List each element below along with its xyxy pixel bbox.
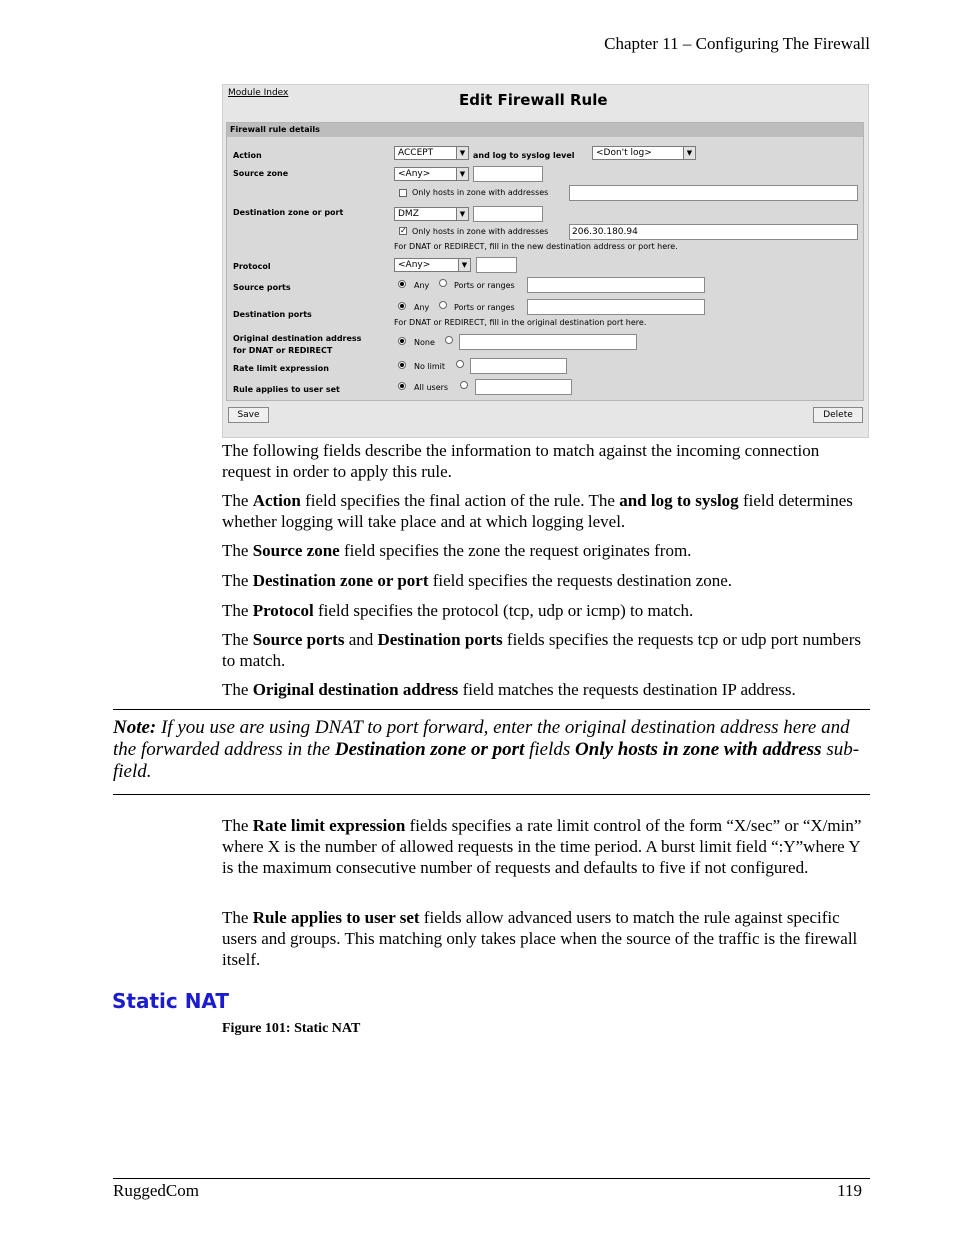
source-ports-label: Source ports bbox=[233, 283, 291, 292]
protocol-number-input[interactable] bbox=[476, 257, 517, 273]
source-only-hosts-label: Only hosts in zone with addresses bbox=[412, 188, 549, 197]
dest-only-hosts-checkbox[interactable]: ✓ bbox=[400, 226, 407, 235]
source-zone-select[interactable]: <Any> ▼ bbox=[394, 167, 469, 181]
user-all-radio[interactable] bbox=[398, 382, 406, 390]
orig-dest-label: Original destination address bbox=[233, 334, 362, 343]
screenshot-title: Edit Firewall Rule bbox=[459, 91, 608, 109]
dest-note: For DNAT or REDIRECT, fill in the new destination address or port here. bbox=[394, 242, 678, 251]
orig-dest-input[interactable] bbox=[459, 334, 637, 350]
footer-left: RuggedCom bbox=[113, 1181, 199, 1200]
action-select[interactable]: ACCEPT ▼ bbox=[394, 146, 469, 160]
dest-zone-label: Destination zone or port bbox=[233, 208, 344, 217]
source-zone-label: Source zone bbox=[233, 169, 289, 178]
source-ports-ranges-radio[interactable] bbox=[439, 279, 447, 287]
chevron-down-icon: ▼ bbox=[458, 259, 470, 271]
figure-caption: Figure 101: Static NAT bbox=[222, 1021, 361, 1036]
source-only-hosts-checkbox[interactable] bbox=[399, 189, 407, 197]
orig-dest-none-label: None bbox=[414, 338, 435, 347]
source-ports-any-label: Any bbox=[414, 281, 430, 290]
note-box: Note: If you use are using DNAT to port forward, enter the original destination address here and the forwarded address in the Destination zone or port fields Only hosts in zone with address sub-field. bbox=[113, 717, 860, 782]
firewall-rule-screenshot bbox=[222, 84, 869, 438]
paragraph-action: The Action field specifies the final action of the rule. The and log to syslog field determines whether logging will take place and at which logging level. bbox=[222, 491, 853, 531]
rate-custom-radio[interactable] bbox=[456, 360, 464, 368]
source-ports-any-radio[interactable] bbox=[398, 280, 406, 288]
dest-ports-any-label: Any bbox=[414, 303, 430, 312]
source-zone-port-input[interactable] bbox=[473, 166, 543, 182]
section-heading: Static NAT bbox=[112, 989, 230, 1013]
paragraph-source-zone: The Source zone field specifies the zone the request originates from. bbox=[222, 541, 692, 560]
syslog-label: and log to syslog level bbox=[473, 151, 575, 160]
paragraph-dest-zone: The Destination zone or port field specifies the requests destination zone. bbox=[222, 571, 733, 590]
dest-ports-input[interactable] bbox=[527, 299, 705, 315]
dest-ports-label: Destination ports bbox=[233, 310, 312, 319]
rate-no-limit-radio[interactable] bbox=[398, 361, 406, 369]
dest-zone-select[interactable]: DMZ ▼ bbox=[394, 207, 469, 221]
page-number: 119 bbox=[837, 1181, 862, 1200]
source-ports-ranges-label: Ports or ranges bbox=[454, 281, 515, 290]
dest-only-hosts-label: Only hosts in zone with addresses bbox=[412, 227, 549, 236]
paragraph-user-set: The Rule applies to user set fields allow advanced users to match the rule against specific users and groups. This matching only takes place when the source of the traffic is the firewall itself. bbox=[222, 908, 858, 969]
note-top-rule bbox=[113, 709, 870, 710]
footer-rule bbox=[113, 1178, 870, 1179]
delete-button[interactable]: Delete bbox=[813, 407, 863, 423]
protocol-select[interactable]: <Any> ▼ bbox=[394, 258, 471, 272]
rate-limit-label: Rate limit expression bbox=[233, 364, 329, 373]
paragraph-ports: The Source ports and Destination ports fields specifies the requests tcp or udp port numbers to match. bbox=[222, 630, 861, 670]
paragraph-intro: The following fields describe the information to match against the incoming connection request in order to apply this rule. bbox=[222, 441, 820, 481]
dest-ports-note: For DNAT or REDIRECT, fill in the original destination port here. bbox=[394, 318, 647, 327]
chevron-down-icon: ▼ bbox=[456, 147, 468, 159]
save-button[interactable]: Save bbox=[228, 407, 269, 423]
rule-details-panel bbox=[226, 122, 864, 401]
dest-zone-port-input[interactable] bbox=[473, 206, 543, 222]
user-custom-radio[interactable] bbox=[460, 381, 468, 389]
panel-title: Firewall rule details bbox=[227, 123, 863, 137]
chevron-down-icon: ▼ bbox=[683, 147, 695, 159]
dest-ports-any-radio[interactable] bbox=[398, 302, 406, 310]
paragraph-orig-dest: The Original destination address field matches the requests destination IP address. bbox=[222, 680, 796, 699]
paragraph-protocol: The Protocol field specifies the protocol (tcp, udp or icmp) to match. bbox=[222, 601, 694, 620]
user-set-label: Rule applies to user set bbox=[233, 385, 340, 394]
user-all-label: All users bbox=[414, 383, 449, 392]
dest-addresses-input[interactable]: 206.30.180.94 bbox=[569, 224, 858, 240]
rate-limit-input[interactable] bbox=[470, 358, 567, 374]
protocol-label: Protocol bbox=[233, 262, 271, 271]
chevron-down-icon: ▼ bbox=[456, 168, 468, 180]
rate-no-limit-label: No limit bbox=[414, 362, 446, 371]
source-ports-input[interactable] bbox=[527, 277, 705, 293]
chapter-header: Chapter 11 – Configuring The Firewall bbox=[604, 34, 870, 53]
action-label: Action bbox=[233, 151, 262, 160]
chevron-down-icon: ▼ bbox=[456, 208, 468, 220]
source-addresses-input[interactable] bbox=[569, 185, 858, 201]
module-index-link[interactable]: Module Index bbox=[228, 88, 289, 98]
orig-dest-label-2: for DNAT or REDIRECT bbox=[233, 346, 333, 355]
paragraph-rate-limit: The Rate limit expression fields specifies a rate limit control of the form “X/sec” or “X/min” where X is the number of allowed requests in the time period. A burst limit field “:Y”where Y is the maximum consecutive number of requests and defaults to five if not configured. bbox=[222, 816, 862, 877]
orig-dest-none-radio[interactable] bbox=[398, 337, 406, 345]
user-set-input[interactable] bbox=[475, 379, 572, 395]
footer bbox=[113, 1181, 870, 1201]
dest-ports-ranges-radio[interactable] bbox=[439, 301, 447, 309]
dest-ports-ranges-label: Ports or ranges bbox=[454, 303, 515, 312]
note-bottom-rule bbox=[113, 794, 870, 795]
orig-dest-custom-radio[interactable] bbox=[445, 336, 453, 344]
syslog-select[interactable]: <Don't log> ▼ bbox=[592, 146, 696, 160]
